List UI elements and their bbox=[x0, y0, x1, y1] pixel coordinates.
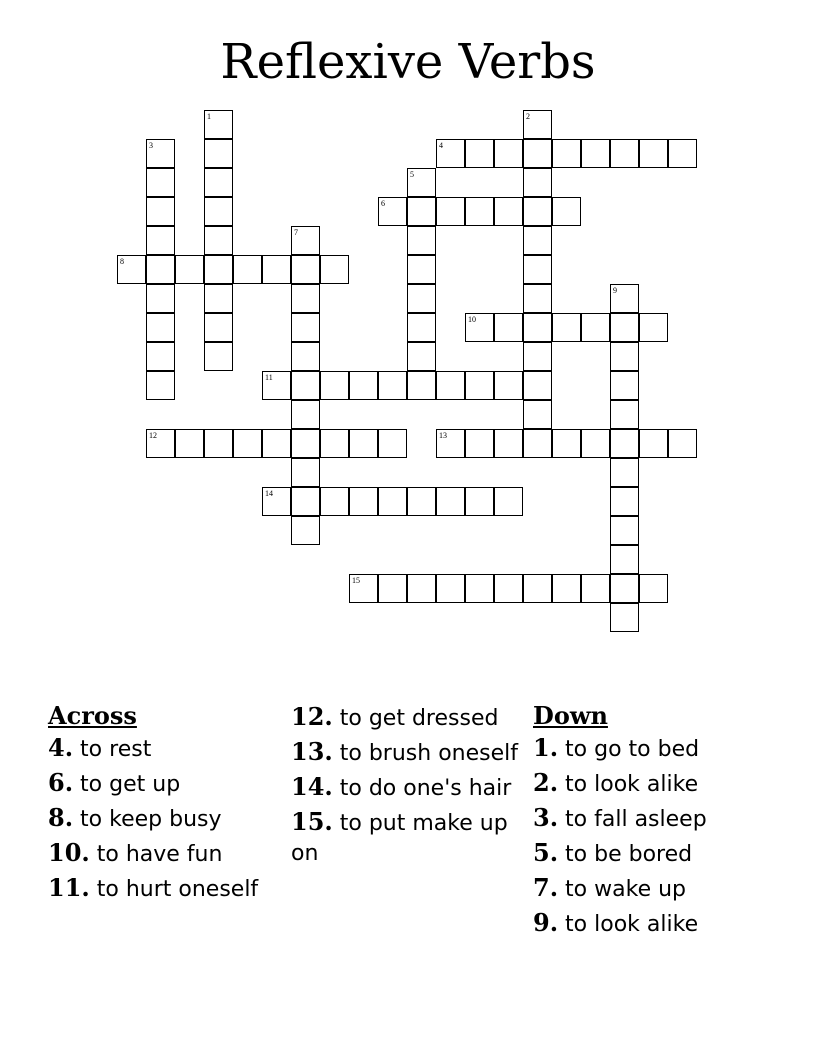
grid-cell[interactable] bbox=[204, 313, 233, 342]
grid-cell[interactable] bbox=[465, 139, 494, 168]
grid-cell[interactable] bbox=[233, 255, 262, 284]
grid-cell[interactable] bbox=[146, 168, 175, 197]
grid-cell[interactable] bbox=[204, 226, 233, 255]
grid-cell[interactable] bbox=[146, 313, 175, 342]
grid-cell[interactable] bbox=[320, 371, 349, 400]
grid-cell[interactable] bbox=[494, 197, 523, 226]
grid-cell[interactable] bbox=[668, 429, 697, 458]
clue-item-text: to look alike bbox=[558, 772, 699, 797]
grid-cell[interactable] bbox=[610, 429, 639, 458]
grid-cell[interactable] bbox=[146, 342, 175, 371]
grid-cell[interactable] bbox=[407, 342, 436, 371]
clue-item-text: to fall asleep bbox=[558, 807, 707, 832]
clue-number: 5 bbox=[410, 170, 414, 179]
clue-item-text: to wake up bbox=[558, 877, 687, 902]
grid-cell[interactable] bbox=[436, 139, 465, 168]
clue-number: 14 bbox=[265, 489, 273, 498]
clue-item-number: 5. bbox=[533, 838, 559, 867]
clue-item-text: to rest bbox=[73, 737, 152, 762]
grid-cell[interactable] bbox=[465, 487, 494, 516]
grid-cell[interactable] bbox=[407, 574, 436, 603]
clue-item-number: 7. bbox=[533, 873, 559, 902]
grid-cell[interactable] bbox=[204, 197, 233, 226]
grid-cell[interactable] bbox=[204, 255, 233, 284]
grid-cell[interactable] bbox=[639, 139, 668, 168]
grid-cell[interactable] bbox=[378, 371, 407, 400]
grid-cell[interactable] bbox=[320, 255, 349, 284]
grid-cell[interactable] bbox=[465, 574, 494, 603]
grid-cell[interactable] bbox=[407, 226, 436, 255]
grid-cell[interactable] bbox=[610, 139, 639, 168]
grid-cell[interactable] bbox=[291, 284, 320, 313]
clue-item-number: 3. bbox=[533, 803, 559, 832]
grid-cell[interactable] bbox=[523, 255, 552, 284]
clue-number: 10 bbox=[468, 315, 476, 324]
clue-item bbox=[291, 703, 521, 733]
clue-number: 12 bbox=[149, 431, 157, 440]
clue-item-number: 8. bbox=[48, 803, 74, 832]
grid-cell[interactable] bbox=[465, 197, 494, 226]
grid-cell[interactable] bbox=[465, 371, 494, 400]
clue-number: 13 bbox=[439, 431, 447, 440]
clue-item-number: 15. bbox=[291, 807, 333, 836]
grid-cell[interactable] bbox=[639, 313, 668, 342]
grid-cell[interactable] bbox=[291, 342, 320, 371]
grid-cell[interactable] bbox=[291, 516, 320, 545]
clue-item bbox=[48, 804, 278, 834]
grid-cell[interactable] bbox=[291, 255, 320, 284]
clue-item-text: to get up bbox=[73, 772, 181, 797]
across-heading: Across bbox=[48, 701, 137, 730]
clue-number: 7 bbox=[294, 228, 298, 237]
grid-cell[interactable] bbox=[465, 313, 494, 342]
clue-item-number: 10. bbox=[48, 838, 90, 867]
grid-cell[interactable] bbox=[146, 284, 175, 313]
clue-item bbox=[48, 874, 278, 904]
clue-item-text: to have fun bbox=[89, 842, 223, 867]
clue-item bbox=[48, 734, 278, 764]
grid-cell[interactable] bbox=[146, 371, 175, 400]
clue-number: 15 bbox=[352, 576, 360, 585]
clue-item-text: to be bored bbox=[558, 842, 693, 867]
grid-cell[interactable] bbox=[610, 284, 639, 313]
grid-cell[interactable] bbox=[610, 603, 639, 632]
clue-item bbox=[533, 839, 763, 869]
grid-cell[interactable] bbox=[494, 487, 523, 516]
grid-cell[interactable] bbox=[291, 371, 320, 400]
grid-cell[interactable] bbox=[610, 487, 639, 516]
clue-number: 1 bbox=[207, 112, 211, 121]
grid-cell[interactable] bbox=[291, 400, 320, 429]
grid-cell[interactable] bbox=[378, 197, 407, 226]
grid-cell[interactable] bbox=[407, 371, 436, 400]
grid-cell[interactable] bbox=[117, 255, 146, 284]
grid-cell[interactable] bbox=[204, 139, 233, 168]
clue-item-text: to look alike bbox=[558, 912, 699, 937]
clue-number: 8 bbox=[120, 257, 124, 266]
clue-number: 11 bbox=[265, 373, 273, 382]
grid-cell[interactable] bbox=[146, 255, 175, 284]
grid-cell[interactable] bbox=[523, 197, 552, 226]
clue-item-number: 6. bbox=[48, 768, 74, 797]
grid-cell[interactable] bbox=[175, 255, 204, 284]
grid-cell[interactable] bbox=[610, 371, 639, 400]
grid-cell[interactable] bbox=[204, 284, 233, 313]
grid-cell[interactable] bbox=[407, 487, 436, 516]
clue-item-text: to hurt oneself bbox=[89, 877, 259, 902]
grid-cell[interactable] bbox=[291, 429, 320, 458]
grid-cell[interactable] bbox=[610, 458, 639, 487]
grid-cell[interactable] bbox=[204, 110, 233, 139]
grid-cell[interactable] bbox=[494, 371, 523, 400]
clue-item bbox=[291, 808, 521, 868]
grid-cell[interactable] bbox=[523, 342, 552, 371]
grid-cell[interactable] bbox=[581, 139, 610, 168]
grid-cell[interactable] bbox=[204, 168, 233, 197]
clue-item-number: 11. bbox=[48, 873, 90, 902]
clue-number: 3 bbox=[149, 141, 153, 150]
down-heading: Down bbox=[533, 701, 608, 730]
grid-cell[interactable] bbox=[204, 429, 233, 458]
grid-cell[interactable] bbox=[378, 429, 407, 458]
clue-number: 9 bbox=[613, 286, 617, 295]
grid-cell[interactable] bbox=[552, 139, 581, 168]
clue-item bbox=[533, 874, 763, 904]
grid-cell[interactable] bbox=[291, 313, 320, 342]
clue-number: 2 bbox=[526, 112, 530, 121]
grid-cell[interactable] bbox=[639, 429, 668, 458]
grid-cell[interactable] bbox=[262, 487, 291, 516]
clue-item-number: 12. bbox=[291, 702, 333, 731]
clue-number: 6 bbox=[381, 199, 385, 208]
grid-cell[interactable] bbox=[378, 487, 407, 516]
grid-cell[interactable] bbox=[320, 487, 349, 516]
grid-cell[interactable] bbox=[146, 429, 175, 458]
grid-cell[interactable] bbox=[523, 371, 552, 400]
grid-cell[interactable] bbox=[436, 429, 465, 458]
across-clues-column bbox=[48, 700, 278, 909]
grid-cell[interactable] bbox=[610, 516, 639, 545]
grid-cell[interactable] bbox=[436, 371, 465, 400]
clue-item-text: to brush oneself bbox=[332, 741, 518, 766]
grid-cell[interactable] bbox=[146, 226, 175, 255]
clue-item-number: 13. bbox=[291, 737, 333, 766]
grid-cell[interactable] bbox=[436, 574, 465, 603]
clue-item bbox=[48, 839, 278, 869]
grid-cell[interactable] bbox=[494, 574, 523, 603]
clue-number: 4 bbox=[439, 141, 443, 150]
clue-item-text: to put make up on bbox=[291, 811, 508, 866]
grid-cell[interactable] bbox=[465, 429, 494, 458]
clue-item-text: to get dressed bbox=[332, 706, 499, 731]
grid-cell[interactable] bbox=[262, 255, 291, 284]
clue-item-text: to do one's hair bbox=[332, 776, 512, 801]
grid-cell[interactable] bbox=[668, 139, 697, 168]
clue-item-number: 4. bbox=[48, 733, 74, 762]
grid-cell[interactable] bbox=[291, 458, 320, 487]
grid-cell[interactable] bbox=[523, 313, 552, 342]
grid-cell[interactable] bbox=[262, 429, 291, 458]
grid-cell[interactable] bbox=[175, 429, 204, 458]
grid-cell[interactable] bbox=[523, 574, 552, 603]
clue-item-number: 9. bbox=[533, 908, 559, 937]
grid-cell[interactable] bbox=[523, 168, 552, 197]
grid-cell[interactable] bbox=[494, 139, 523, 168]
grid-cell[interactable] bbox=[523, 284, 552, 313]
clue-item bbox=[533, 734, 763, 764]
grid-cell[interactable] bbox=[349, 487, 378, 516]
grid-cell[interactable] bbox=[349, 574, 378, 603]
grid-cell[interactable] bbox=[233, 429, 262, 458]
grid-cell[interactable] bbox=[494, 429, 523, 458]
grid-cell[interactable] bbox=[581, 574, 610, 603]
grid-cell[interactable] bbox=[407, 313, 436, 342]
down-clues-column bbox=[533, 700, 763, 944]
grid-cell[interactable] bbox=[494, 313, 523, 342]
grid-cell[interactable] bbox=[146, 139, 175, 168]
grid-cell[interactable] bbox=[552, 429, 581, 458]
grid-cell[interactable] bbox=[349, 429, 378, 458]
grid-cell[interactable] bbox=[523, 429, 552, 458]
grid-cell[interactable] bbox=[610, 545, 639, 574]
grid-cell[interactable] bbox=[378, 574, 407, 603]
grid-cell[interactable] bbox=[610, 313, 639, 342]
grid-cell[interactable] bbox=[146, 197, 175, 226]
grid-cell[interactable] bbox=[320, 429, 349, 458]
grid-cell[interactable] bbox=[291, 226, 320, 255]
clue-item bbox=[533, 804, 763, 834]
clue-item-number: 2. bbox=[533, 768, 559, 797]
grid-cell[interactable] bbox=[204, 342, 233, 371]
across-clues-continued-column bbox=[291, 703, 521, 873]
grid-cell[interactable] bbox=[639, 574, 668, 603]
grid-cell[interactable] bbox=[349, 371, 378, 400]
clue-item bbox=[291, 738, 521, 768]
grid-cell[interactable] bbox=[523, 139, 552, 168]
clue-item bbox=[533, 909, 763, 939]
grid-cell[interactable] bbox=[407, 284, 436, 313]
grid-cell[interactable] bbox=[407, 255, 436, 284]
grid-cell[interactable] bbox=[262, 371, 291, 400]
clue-item bbox=[48, 769, 278, 799]
clue-item bbox=[533, 769, 763, 799]
grid-cell[interactable] bbox=[523, 226, 552, 255]
clue-item-text: to go to bed bbox=[558, 737, 700, 762]
grid-cell[interactable] bbox=[523, 400, 552, 429]
clue-item-number: 1. bbox=[533, 733, 559, 762]
grid-cell[interactable] bbox=[552, 574, 581, 603]
grid-cell[interactable] bbox=[407, 197, 436, 226]
grid-cell[interactable] bbox=[523, 110, 552, 139]
grid-cell[interactable] bbox=[610, 400, 639, 429]
clue-item bbox=[291, 773, 521, 803]
clue-item-number: 14. bbox=[291, 772, 333, 801]
grid-cell[interactable] bbox=[610, 342, 639, 371]
grid-cell[interactable] bbox=[436, 197, 465, 226]
grid-cell[interactable] bbox=[552, 197, 581, 226]
grid-cell[interactable] bbox=[436, 487, 465, 516]
page-title: Reflexive Verbs bbox=[220, 34, 596, 90]
grid-cell[interactable] bbox=[407, 168, 436, 197]
grid-cell[interactable] bbox=[291, 487, 320, 516]
grid-cell[interactable] bbox=[552, 313, 581, 342]
grid-cell[interactable] bbox=[610, 574, 639, 603]
grid-cell[interactable] bbox=[581, 313, 610, 342]
clue-item-text: to keep busy bbox=[73, 807, 222, 832]
grid-cell[interactable] bbox=[581, 429, 610, 458]
